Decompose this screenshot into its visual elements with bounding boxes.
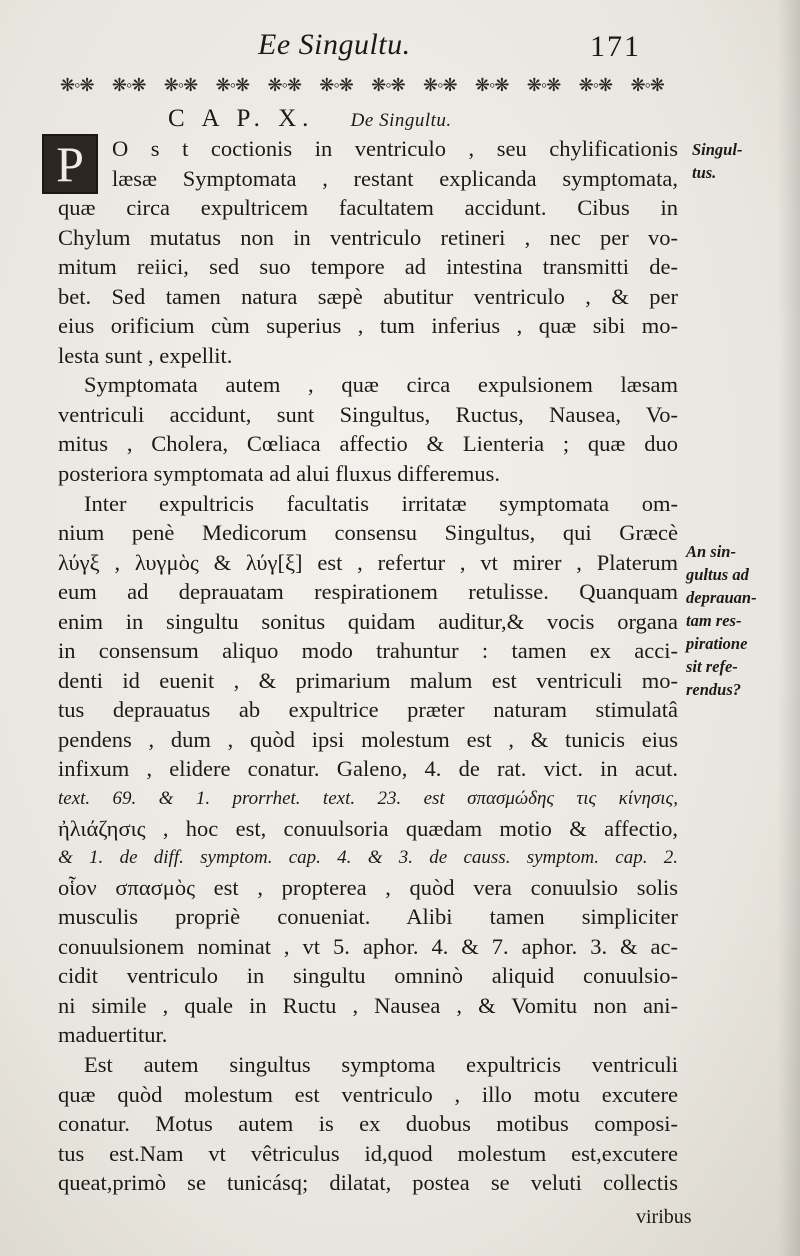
text-line: in consensum aliquo modo trahuntur : tamen ex acci-	[58, 638, 678, 664]
text-line: ventriculi accidunt, sunt Singultus, Ructus, Nausea, Vo-	[58, 401, 678, 427]
marginal-note-singultus	[692, 138, 742, 184]
page-gutter-shadow	[778, 0, 800, 1256]
text-line: enim in singultu sonitus quidam auditur,& vocis organa	[58, 608, 678, 634]
text-line: nium penè Medicorum consensu Singultus, qui Græcè	[58, 520, 678, 546]
text-line: Chylum mutatus non in ventriculo retineri , nec per vo-	[58, 224, 678, 250]
ornament-glyph: ❋◦❋	[60, 74, 94, 95]
marginal-line: tam res-	[686, 611, 742, 630]
ornament-glyph: ❋◦❋	[267, 74, 301, 95]
ornament-glyph: ❋◦❋	[319, 74, 353, 95]
marginal-line: Singul-	[692, 140, 743, 159]
text-line: conuulsionem nominat , vt 5. aphor. 4. & 7. aphor. 3. & ac-	[58, 933, 678, 959]
text-line: cidit ventriculo in singultu omninò aliquid conuulsio-	[58, 963, 678, 989]
text-line: O s t coctionis in ventriculo , seu chylificationis	[112, 136, 678, 161]
drop-cap: P	[42, 134, 98, 194]
chapter-label: C A P. X.	[168, 105, 315, 132]
page-number: 171	[590, 30, 641, 63]
text-line: bet. Sed tamen natura sæpè abutitur ventriculo , & per	[58, 283, 678, 309]
text-line: mitus , Cholera, Cœliaca affectio & Lienteria ; quæ duo	[58, 431, 678, 457]
text-line: eum ad deprauatam respirationem retulisse. Quanquam	[58, 579, 678, 605]
text-line: quæ quòd molestum est ventriculo , illo motu excutere	[58, 1081, 678, 1107]
ornamental-border	[60, 70, 664, 100]
text-line: tus deprauatus ab expultrice præter naturam stimulatâ	[58, 697, 678, 723]
text-line: conatur. Motus autem is ex duobus motibus composi-	[58, 1111, 678, 1137]
chapter-heading	[168, 105, 452, 133]
ornament-glyph: ❋◦❋	[474, 74, 509, 95]
text-line: λύγξ , λυγμὸς & λύγ[ξ] est , refertur , vt mirer , Platerum	[58, 549, 678, 575]
text-line: denti id euenit , & primarium malum est ventriculi mo-	[58, 667, 678, 693]
ornament-glyph: ❋◦❋	[630, 74, 664, 95]
text-line: Symptomata autem , quæ circa expulsionem læsam	[84, 372, 678, 398]
ornament-glyph: ❋◦❋	[526, 74, 561, 95]
text-line: maduertitur.	[58, 1022, 168, 1048]
text-line: eius orificium cùm superius , tum inferius , quæ sibi mo-	[58, 313, 678, 339]
catchword: viribus	[636, 1206, 692, 1228]
text-line: Inter expultricis facultatis irritatæ symptomata om-	[84, 490, 678, 516]
text-line: text. 69. & 1. prorrhet. text. 23. est σπασμώδης τις κίνησις,	[58, 788, 678, 810]
marginal-line: sit refe-	[686, 657, 738, 676]
text-line: lesta sunt , expellit.	[58, 342, 233, 368]
text-line: infixum , elidere conatur. Galeno, 4. de rat. vict. in acut.	[58, 756, 678, 782]
text-line: Est autem singultus symptoma expultricis ventriculi	[84, 1051, 678, 1077]
chapter-title: De Singultu.	[350, 110, 452, 131]
ornament-glyph: ❋◦❋	[163, 74, 198, 95]
text-line: quæ circa expultricem facultatem accidunt. Cibus in	[58, 195, 678, 221]
text-line: queat,primò se tunicásq; dilatat, postea se veluti collectis	[58, 1170, 678, 1196]
marginal-line: deprauan-	[686, 588, 757, 607]
text-line: mitum reiici, sed suo tempore ad intestina transmitti de-	[58, 254, 678, 280]
running-head: Ee Singultu.	[258, 28, 411, 61]
body-text	[58, 134, 678, 1198]
marginal-line: An sin-	[686, 542, 736, 561]
text-line: & 1. de diff. symptom. cap. 4. & 3. de causs. symptom. cap. 2.	[58, 847, 678, 869]
text-line: ni simile , quale in Ructu , Nausea , & Vomitu non ani-	[58, 992, 678, 1018]
marginal-line: rendus?	[686, 680, 742, 699]
marginal-line: tus.	[692, 163, 717, 182]
text-line: pendens , dum , quòd ipsi molestum est , & tunicis eius	[58, 726, 678, 752]
marginal-line: piratione	[686, 634, 748, 653]
text-line: tus est.Nam vt vêtriculus id,quod molestum est,excutere	[58, 1140, 678, 1166]
text-line: ἠλιάζησις , hoc est, conuulsoria quædam motio & affectio,	[58, 815, 678, 841]
text-line: læsæ Symptomata , restant explicanda symptomata,	[112, 165, 678, 191]
ornament-glyph: ❋◦❋	[423, 74, 457, 95]
ornament-glyph: ❋◦❋	[578, 74, 613, 95]
ornament-glyph: ❋◦❋	[371, 74, 405, 95]
ornament-glyph: ❋◦❋	[215, 74, 250, 95]
marginal-note-question	[686, 540, 757, 701]
text-line: posteriora symptomata ad alui fluxus differemus.	[58, 461, 500, 487]
page-header	[0, 14, 800, 62]
text-line: οἷον σπασμὸς est , propterea , quòd vera conuulsio solis	[58, 874, 678, 900]
text-line: musculis propriè conueniat. Alibi tamen simpliciter	[58, 904, 678, 930]
ornament-glyph: ❋◦❋	[111, 74, 146, 95]
marginal-line: gultus ad	[686, 565, 749, 584]
